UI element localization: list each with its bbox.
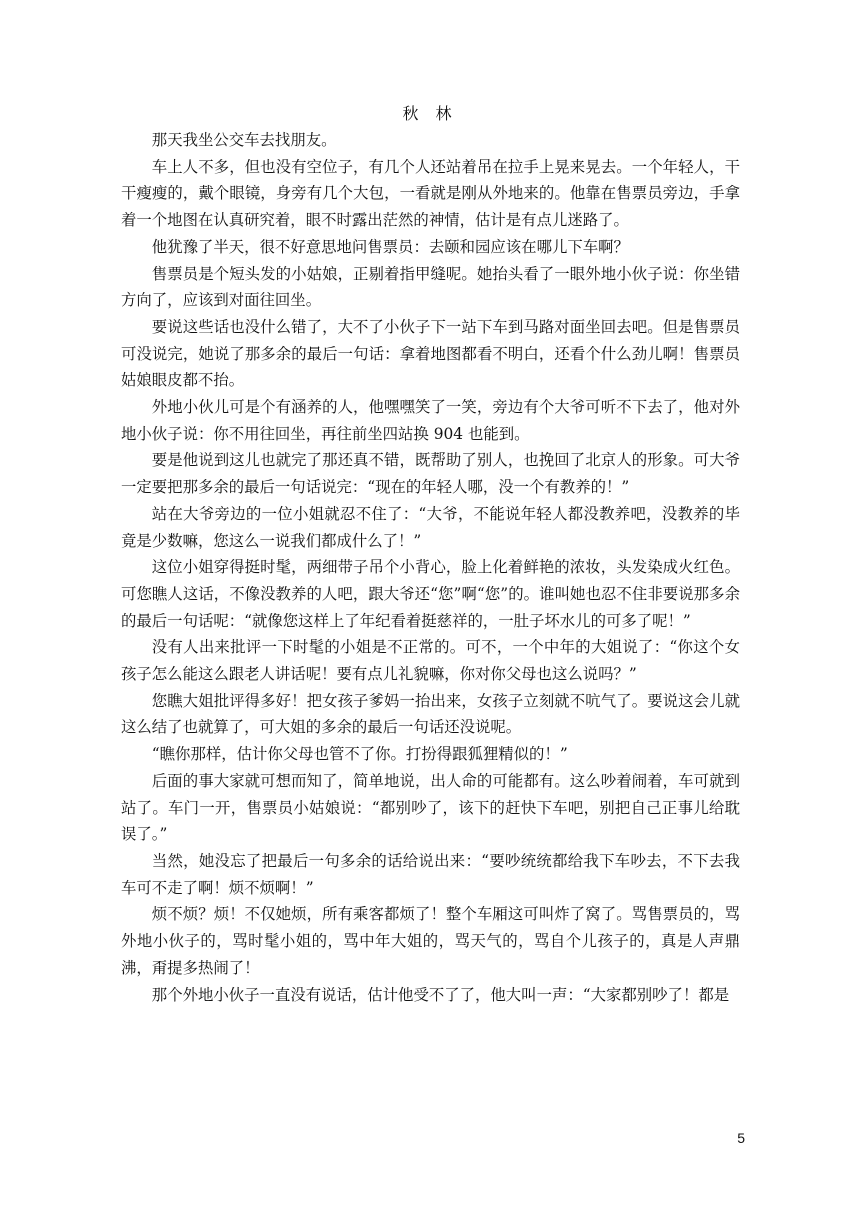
paragraph: 您瞧大姐批评得多好！把女孩子爹妈一抬出来，女孩子立刻就不吭气了。要说这会儿就这么结了也就算了，可大姐的多余的最后一句话还没说呢。 [121,691,740,737]
paragraph: 售票员是个短头发的小姑娘，正剔着指甲缝呢。她抬头看了一眼外地小伙子说：你坐错方向了，应该到对面往回坐。 [121,264,740,310]
paragraph: 车上人不多，但也没有空位子，有几个人还站着吊在拉手上晃来晃去。一个年轻人，干干瘦瘦的，戴个眼镜，身旁有几个大包，一看就是刚从外地来的。他靠在售票员旁边，手拿着一个地图在认真研究着，眼不时露出茫然的神情，估计是有点儿迷路了。 [121,157,740,230]
page-number: 5 [737,1130,745,1146]
paragraph: 那个外地小伙子一直没有说话，估计他受不了了，他大叫一声：“大家都别吵了！都是 [151,985,730,1004]
paragraph: 当然，她没忘了把最后一句多余的话给说出来：“要吵统统都给我下车吵去，不下去我车可不走了啊！烦不烦啊！” [121,851,740,897]
story-title: 秋 林 [402,104,458,123]
paragraph: 那天我坐公交车去找朋友。 [151,131,337,149]
paragraph: 要是他说到这儿也就完了那还真不错，既帮助了别人，也挽回了北京人的形象。可大爷一定要把那多余的最后一句话说完：“现在的年轻人哪，没一个有教养的！” [121,451,740,497]
paragraph: 烦不烦？烦！不仅她烦，所有乘客都烦了！整个车厢这可叫炸了窝了。骂售票员的，骂外地小伙子的，骂时髦小姐的，骂中年大姐的，骂天气的，骂自个儿孩子的，真是人声鼎沸，甭提多热闹了！ [121,905,740,977]
paragraph: 这位小姐穿得挺时髦，两细带子吊个小背心，脸上化着鲜艳的浓妆，头发染成火红色。可您瞧人这话，不像没教养的人吧，跟大爷还“您”啊“您”的。谁叫她也忍不住非要说那多余的最后一句话呢：“就像您这样上了年纪看着挺慈祥的，一肚子坏水儿的可多了呢！” [121,558,740,630]
paragraph: 没有人出来批评一下时髦的小姐是不正常的。可不，一个中年的大姐说了：“你这个女孩子怎么能这么跟老人讲话呢！要有点儿礼貌嘛，你对你父母也这么说吗？” [121,638,740,684]
paragraph: 他犹豫了半天，很不好意思地问售票员：去颐和园应该在哪儿下车啊？ [151,237,629,256]
paragraph: 外地小伙儿可是个有涵养的人，他嘿嘿笑了一笑，旁边有个大爷可听不下去了，他对外地小伙子说：你不用往回坐，再往前坐四站换 904 也能到。 [121,398,740,443]
paragraph: “瞧你那样，估计你父母也管不了你。打扮得跟狐狸精似的！” [151,745,568,764]
story-body [121,127,740,1008]
paragraph: 后面的事大家就可想而知了，简单地说，出人命的可能都有。这么吵着闹着，车可就到站了。车门一开，售票员小姑娘说：“都别吵了，该下的赶快下车吧，别把自己正事儿给耽误了。” [121,771,740,844]
paragraph: 站在大爷旁边的一位小姐就忍不住了：“大爷，不能说年轻人都没教养吧，没教养的毕竟是少数嘛，您这么一说我们都成什么了！” [121,504,740,550]
paragraph: 要说这些话也没什么错了，大不了小伙子下一站下车到马路对面坐回去吧。但是售票员可没说完，她说了那多余的最后一句话：拿着地图都看不明白，还看个什么劲儿啊！售票员姑娘眼皮都不抬。 [121,317,740,390]
